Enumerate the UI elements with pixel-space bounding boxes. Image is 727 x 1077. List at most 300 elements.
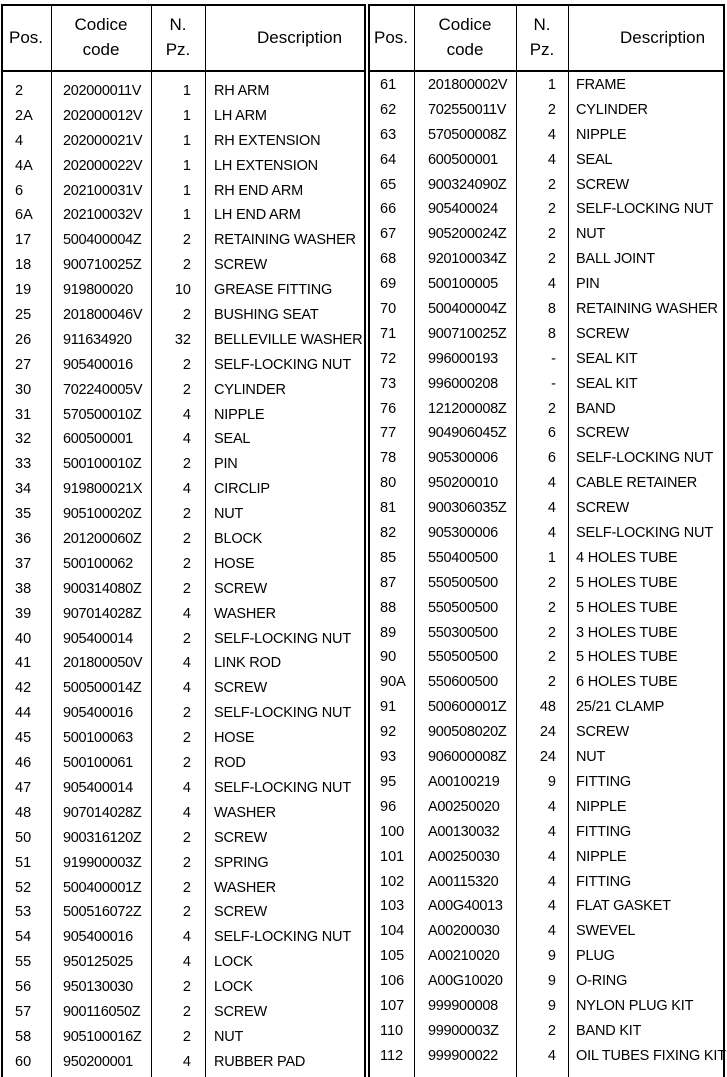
code-cell: 500500014Z — [63, 680, 142, 697]
qty-cell: 4 — [547, 151, 556, 168]
description-cell: SELF-LOCKING NUT — [214, 630, 351, 647]
code-cell: 201800050V — [63, 655, 143, 672]
pos-cell: 96 — [380, 798, 397, 815]
qty-cell: 2 — [547, 251, 556, 268]
pos-cell: 51 — [15, 854, 32, 871]
table-row — [368, 746, 725, 771]
description-cell: LOCK — [214, 954, 253, 971]
description-cell: NYLON PLUG KIT — [576, 997, 694, 1014]
pos-cell: 46 — [15, 755, 32, 772]
table-row — [1, 155, 366, 180]
code-cell: 906000008Z — [428, 749, 507, 766]
code-cell: A00115320 — [428, 873, 499, 890]
description-cell: LOCK — [214, 979, 253, 996]
qty-cell: 2 — [547, 176, 556, 193]
description-cell: WASHER — [214, 804, 276, 821]
code-cell: 919800020 — [63, 282, 133, 299]
code-cell: A00200030 — [428, 923, 500, 940]
code-cell: 905400024 — [428, 201, 498, 218]
code-cell: 702550011V — [428, 101, 507, 118]
description-cell: SCREW — [576, 500, 629, 517]
code-cell: 920100034Z — [428, 251, 507, 268]
description-cell: OIL TUBES FIXING KIT — [576, 1047, 726, 1064]
description-cell: CABLE RETAINER — [576, 475, 698, 492]
description-cell: SCREW — [214, 680, 267, 697]
pos-cell: 61 — [380, 77, 397, 93]
header-divider — [368, 70, 725, 72]
code-cell: 905100020Z — [63, 506, 142, 523]
table-row — [368, 298, 725, 323]
description-cell: SCREW — [214, 580, 267, 597]
pos-cell: 80 — [380, 475, 397, 492]
code-cell: 121200008Z — [428, 400, 507, 417]
qty-cell: 4 — [547, 873, 556, 890]
table-row — [368, 846, 725, 871]
qty-cell: 1 — [182, 207, 191, 224]
table-row — [368, 522, 725, 547]
pos-cell: 72 — [380, 350, 397, 367]
table-row — [368, 174, 725, 199]
table-row — [368, 597, 725, 622]
pos-cell: 33 — [15, 456, 32, 473]
code-cell: A00210020 — [428, 948, 500, 965]
description-cell: SCREW — [576, 176, 629, 193]
code-cell: 550300500 — [428, 624, 498, 641]
description-cell: LH END ARM — [214, 207, 301, 224]
pos-cell: 62 — [380, 101, 397, 118]
table-row — [1, 727, 366, 752]
table-row — [368, 895, 725, 920]
description-cell: SCREW — [214, 257, 267, 274]
pos-cell: 35 — [15, 506, 32, 523]
description-cell: 6 HOLES TUBE — [576, 674, 678, 691]
pos-cell: 110 — [380, 1022, 404, 1039]
table-row — [368, 422, 725, 447]
header-qty-pz: Pz. — [165, 40, 191, 59]
table-row — [368, 273, 725, 298]
table-row — [368, 323, 725, 348]
header-code-en: code — [446, 40, 484, 59]
pos-cell: 95 — [380, 773, 397, 790]
description-cell: 5 HOLES TUBE — [576, 599, 678, 616]
pos-cell: 25 — [15, 307, 32, 324]
code-cell: 900324090Z — [428, 176, 507, 193]
pos-cell: 67 — [380, 226, 397, 243]
table-row — [1, 254, 366, 279]
qty-cell: 2 — [182, 381, 191, 398]
table-row — [1, 229, 366, 254]
code-cell: 500100062 — [63, 555, 133, 572]
description-cell: FITTING — [576, 773, 631, 790]
qty-cell: 4 — [547, 525, 556, 542]
table-row — [1, 354, 366, 379]
description-cell: SCREW — [214, 1003, 267, 1020]
description-cell: FRAME — [576, 77, 626, 93]
table-row — [368, 995, 725, 1020]
table-row — [368, 447, 725, 472]
table-row — [368, 348, 725, 373]
description-cell: BAND KIT — [576, 1022, 642, 1039]
qty-cell: 2 — [182, 232, 191, 249]
pos-cell: 89 — [380, 624, 397, 641]
qty-cell: 2 — [182, 705, 191, 722]
qty-cell: 4 — [182, 406, 191, 423]
qty-cell: 2 — [182, 307, 191, 324]
table-row — [368, 248, 725, 273]
code-cell: A00100219 — [428, 773, 500, 790]
table-row — [368, 871, 725, 896]
header-code-it: Codice — [74, 15, 128, 34]
header-qty — [516, 4, 568, 70]
description-cell: RH EXTENSION — [214, 132, 321, 149]
description-cell: NUT — [214, 506, 244, 523]
qty-cell: 2 — [547, 1022, 556, 1039]
code-cell: 905400014 — [63, 630, 133, 647]
code-cell: 550400500 — [428, 549, 498, 566]
qty-cell: 4 — [547, 798, 556, 815]
description-cell: RETAINING WASHER — [576, 301, 718, 318]
description-cell: SCREW — [214, 904, 267, 921]
code-cell: 201800046V — [63, 307, 143, 324]
table-row — [1, 528, 366, 553]
qty-cell: 4 — [182, 954, 191, 971]
description-cell: RETAINING WASHER — [214, 232, 356, 249]
description-cell: 3 HOLES TUBE — [576, 624, 678, 641]
description-cell: NIPPLE — [576, 798, 627, 815]
qty-cell: 2 — [182, 257, 191, 274]
code-cell: 99900003Z — [428, 1022, 499, 1039]
qty-cell: 2 — [182, 979, 191, 996]
code-cell: 905400016 — [63, 705, 133, 722]
qty-cell: 4 — [547, 500, 556, 517]
pos-cell: 77 — [380, 425, 397, 442]
code-cell: 702240005V — [63, 381, 143, 398]
code-cell: 905400014 — [63, 779, 133, 796]
table-row — [368, 945, 725, 970]
description-cell: PLUG — [576, 948, 615, 965]
description-cell: LH EXTENSION — [214, 157, 318, 174]
code-cell: 202000012V — [63, 107, 143, 124]
table-row — [368, 124, 725, 149]
code-cell: 500400001Z — [63, 879, 142, 896]
qty-cell: 4 — [182, 431, 191, 448]
pos-cell: 105 — [380, 948, 405, 965]
qty-cell: 1 — [182, 83, 191, 99]
pos-cell: 47 — [15, 779, 32, 796]
code-cell: 900710025Z — [63, 257, 142, 274]
header-description: Description — [620, 27, 706, 47]
code-cell: 999900008 — [428, 997, 498, 1014]
header-divider — [1, 70, 366, 72]
qty-cell: 2 — [182, 730, 191, 747]
qty-cell: 1 — [182, 182, 191, 199]
qty-cell: 9 — [547, 997, 556, 1014]
table-row — [368, 547, 725, 572]
table-row — [368, 696, 725, 721]
pos-cell: 64 — [380, 151, 397, 168]
qty-cell: 2 — [182, 829, 191, 846]
table-body — [1, 80, 366, 1076]
pos-cell: 85 — [380, 549, 397, 566]
qty-cell: 1 — [182, 132, 191, 149]
qty-cell: 2 — [182, 580, 191, 597]
table-row — [1, 304, 366, 329]
description-cell: HOSE — [214, 730, 255, 747]
qty-cell: 2 — [182, 879, 191, 896]
pos-cell: 54 — [15, 929, 32, 946]
table-row — [1, 379, 366, 404]
code-cell: 202100031V — [63, 182, 143, 199]
code-cell: 500400004Z — [428, 301, 507, 318]
description-cell: PIN — [214, 456, 238, 473]
table-row — [1, 105, 366, 130]
table-row — [1, 852, 366, 877]
qty-cell: 4 — [182, 1053, 191, 1070]
table-row — [1, 329, 366, 354]
qty-cell: 4 — [547, 898, 556, 915]
pos-cell: 71 — [380, 325, 397, 342]
description-cell: FITTING — [576, 873, 631, 890]
description-cell: WASHER — [214, 605, 276, 622]
code-cell: 996000193 — [428, 350, 498, 367]
qty-cell: 2 — [547, 400, 556, 417]
table-row — [1, 578, 366, 603]
pos-cell: 81 — [380, 500, 397, 517]
description-cell: SCREW — [214, 829, 267, 846]
code-cell: 500100063 — [63, 730, 133, 747]
table-row — [1, 279, 366, 304]
code-cell: 202000011V — [63, 83, 142, 99]
description-cell: O-RING — [576, 973, 628, 990]
qty-cell: 4 — [182, 779, 191, 796]
qty-cell: - — [551, 350, 556, 367]
code-cell: 500100061 — [63, 755, 133, 772]
code-cell: A00130032 — [428, 823, 500, 840]
qty-cell: 2 — [182, 755, 191, 772]
qty-cell: 2 — [182, 356, 191, 373]
pos-cell: 91 — [380, 699, 397, 716]
parts-table-left — [1, 4, 366, 1077]
table-body — [368, 74, 725, 1070]
code-cell: A00250030 — [428, 848, 500, 865]
table-row — [368, 970, 725, 995]
pos-cell: 32 — [15, 431, 32, 448]
qty-cell: 2 — [182, 1003, 191, 1020]
table-row — [368, 1020, 725, 1045]
header-qty-pz: Pz. — [529, 40, 555, 59]
code-cell: 900314080Z — [63, 580, 142, 597]
table-row — [368, 149, 725, 174]
code-cell: 600500001 — [428, 151, 498, 168]
table-row — [368, 821, 725, 846]
qty-cell: 4 — [182, 605, 191, 622]
qty-cell: 9 — [547, 948, 556, 965]
description-cell: SELF-LOCKING NUT — [214, 779, 351, 796]
table-row — [1, 553, 366, 578]
code-cell: 905300006 — [428, 450, 498, 467]
code-cell: 919800021X — [63, 481, 143, 498]
description-cell: CIRCLIP — [214, 481, 270, 498]
pos-cell: 38 — [15, 580, 32, 597]
description-cell: NUT — [576, 226, 606, 243]
description-cell: FLAT GASKET — [576, 898, 671, 915]
qty-cell: 2 — [547, 574, 556, 591]
table-row — [1, 130, 366, 155]
description-cell: LINK ROD — [214, 655, 281, 672]
parts-table-right — [368, 4, 725, 1077]
table-row — [1, 702, 366, 727]
table-row — [1, 951, 366, 976]
table-row — [1, 802, 366, 827]
code-cell: 904906045Z — [428, 425, 507, 442]
code-cell: 905300006 — [428, 525, 498, 542]
table-row — [1, 752, 366, 777]
description-cell: SELF-LOCKING NUT — [214, 929, 351, 946]
table-row — [368, 223, 725, 248]
qty-cell: - — [551, 375, 556, 392]
description-cell: SEAL KIT — [576, 375, 638, 392]
description-cell: 4 HOLES TUBE — [576, 549, 678, 566]
qty-cell: 2 — [182, 531, 191, 548]
header-code-en: code — [82, 40, 120, 59]
qty-cell: 1 — [547, 77, 556, 93]
pos-cell: 63 — [380, 126, 397, 143]
description-cell: LH ARM — [214, 107, 267, 124]
pos-cell: 69 — [380, 276, 397, 293]
pos-cell: 45 — [15, 730, 32, 747]
code-cell: 911634920 — [63, 331, 132, 348]
code-cell: 900306035Z — [428, 500, 507, 517]
description-cell: CYLINDER — [214, 381, 286, 398]
pos-cell: 44 — [15, 705, 32, 722]
description-cell: SELF-LOCKING NUT — [576, 525, 713, 542]
code-cell: 570500010Z — [63, 406, 142, 423]
qty-cell: 2 — [182, 630, 191, 647]
qty-cell: 4 — [182, 929, 191, 946]
pos-cell: 112 — [380, 1047, 404, 1064]
pos-cell: 102 — [380, 873, 405, 890]
header-code — [414, 4, 516, 70]
code-cell: 201200060Z — [63, 531, 142, 548]
qty-cell: 4 — [547, 923, 556, 940]
pos-cell: 65 — [380, 176, 397, 193]
table-row — [1, 976, 366, 1001]
qty-cell: 2 — [547, 674, 556, 691]
description-cell: SPRING — [214, 854, 269, 871]
pos-cell: 2 — [15, 83, 24, 99]
pos-cell: 36 — [15, 531, 32, 548]
table-row — [1, 428, 366, 453]
code-cell: 550600500 — [428, 674, 498, 691]
pos-cell: 53 — [15, 904, 32, 921]
description-cell: RH ARM — [214, 83, 270, 99]
pos-cell: 48 — [15, 804, 32, 821]
header-code — [51, 4, 151, 70]
table-row — [1, 1001, 366, 1026]
table-row — [1, 1026, 366, 1051]
qty-cell: 1 — [547, 549, 556, 566]
qty-cell: 2 — [182, 1028, 191, 1045]
table-row — [368, 671, 725, 696]
header-qty-n: N. — [533, 15, 551, 34]
pos-cell: 30 — [15, 381, 32, 398]
pos-cell: 60 — [15, 1053, 32, 1070]
table-row — [368, 622, 725, 647]
pos-cell: 34 — [15, 481, 32, 498]
qty-cell: 1 — [182, 107, 191, 124]
pos-cell: 17 — [15, 232, 32, 249]
description-cell: SCREW — [576, 724, 629, 741]
qty-cell: 4 — [547, 126, 556, 143]
table-row — [1, 503, 366, 528]
qty-cell: 4 — [547, 823, 556, 840]
pos-cell: 50 — [15, 829, 32, 846]
description-cell: SCREW — [576, 325, 629, 342]
qty-cell: 32 — [174, 331, 191, 348]
qty-cell: 4 — [182, 655, 191, 672]
code-cell: 500516072Z — [63, 904, 142, 921]
table-row — [1, 877, 366, 902]
table-row — [1, 652, 366, 677]
code-cell: 201800002V — [428, 77, 508, 93]
table-row — [1, 827, 366, 852]
pos-cell: 78 — [380, 450, 397, 467]
pos-cell: 90 — [380, 649, 397, 666]
table-row — [368, 646, 725, 671]
table-row — [368, 373, 725, 398]
code-cell: 550500500 — [428, 599, 498, 616]
pos-cell: 70 — [380, 301, 397, 318]
header-pos: Pos. — [8, 27, 44, 47]
code-cell: 905400016 — [63, 356, 133, 373]
qty-cell: 6 — [547, 450, 556, 467]
header-qty-n: N. — [169, 15, 187, 34]
description-cell: RH END ARM — [214, 182, 304, 199]
code-cell: 600500001 — [63, 431, 133, 448]
pos-cell: 87 — [380, 574, 397, 591]
qty-cell: 4 — [547, 276, 556, 293]
code-cell: 500100005 — [428, 276, 498, 293]
pos-cell: 4 — [15, 132, 24, 149]
header-code-it: Codice — [438, 15, 492, 34]
pos-cell: 106 — [380, 973, 405, 990]
table-row — [1, 603, 366, 628]
pos-cell: 6A — [15, 207, 33, 224]
pos-cell: 93 — [380, 749, 397, 766]
code-cell: 550500500 — [428, 649, 498, 666]
code-cell: 996000208 — [428, 375, 498, 392]
description-cell: FITTING — [576, 823, 631, 840]
qty-cell: 2 — [547, 599, 556, 616]
description-cell: CYLINDER — [576, 101, 648, 118]
description-cell: NIPPLE — [576, 848, 627, 865]
code-cell: 950200010 — [428, 475, 498, 492]
header-qty — [151, 4, 205, 70]
pos-cell: 18 — [15, 257, 32, 274]
qty-cell: 4 — [547, 475, 556, 492]
header-description: Description — [257, 27, 343, 47]
pos-cell: 31 — [15, 406, 32, 423]
qty-cell: 2 — [547, 624, 556, 641]
description-cell: 5 HOLES TUBE — [576, 649, 678, 666]
pos-cell: 37 — [15, 555, 32, 572]
qty-cell: 2 — [547, 201, 556, 218]
table-row — [368, 572, 725, 597]
table-row — [1, 777, 366, 802]
pos-cell: 82 — [380, 525, 397, 542]
pos-cell: 2A — [15, 107, 33, 124]
qty-cell: 2 — [547, 649, 556, 666]
